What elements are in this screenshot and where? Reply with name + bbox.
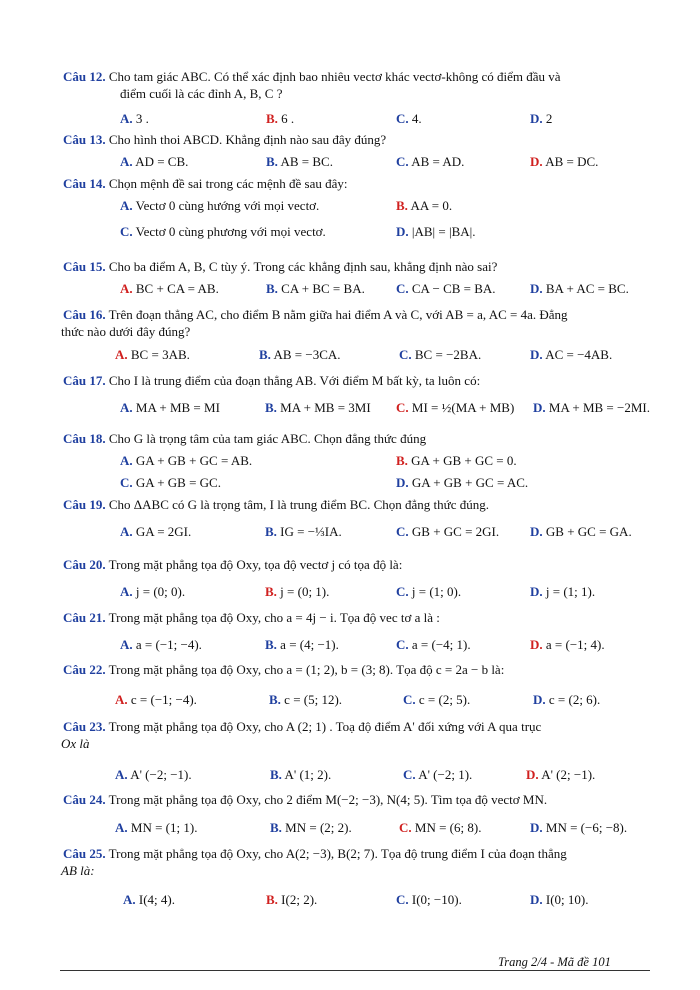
option-a[interactable]: A. j = (0; 0).: [120, 584, 186, 599]
question-text: Trong mặt phẳng tọa độ Oxy, cho a = 4j − i. Tọa độ vec tơ a là :: [108, 610, 440, 625]
option-b[interactable]: B. AB = −3CA.: [259, 347, 341, 362]
option-d[interactable]: D. j = (1; 1).: [530, 584, 596, 599]
question-number: Câu 16.: [63, 307, 106, 322]
question-text: Cho I là trung điểm của đoạn thẳng AB. Với điểm M bất kỳ, ta luôn có:: [108, 373, 481, 388]
question-text: Cho ΔABC có G là trọng tâm, I là trung điểm BC. Chọn đẳng thức đúng.: [108, 497, 489, 512]
option-c[interactable]: C. A' (−2; 1).: [403, 767, 473, 782]
question-22: [63, 661, 673, 707]
question-21: [63, 609, 673, 652]
option-a[interactable]: A. AD = CB.: [120, 154, 189, 169]
option-b[interactable]: B. MN = (2; 2).: [270, 820, 352, 835]
question-25: [61, 845, 673, 907]
option-b[interactable]: B. AB = BC.: [266, 154, 333, 169]
option-d[interactable]: D. AB = DC.: [530, 154, 599, 169]
option-b[interactable]: B. j = (0; 1).: [265, 584, 330, 599]
option-b[interactable]: B. MA + MB = 3MI: [265, 400, 371, 415]
option-d[interactable]: D. GB + GC = GA.: [530, 524, 632, 539]
question-19: [63, 496, 673, 539]
question-number: Câu 14.: [63, 176, 106, 191]
question-23: [61, 718, 673, 782]
question-text-cont: AB là:: [61, 863, 95, 878]
option-a[interactable]: A. MN = (1; 1).: [115, 820, 198, 835]
option-d[interactable]: D. c = (2; 6).: [533, 692, 601, 707]
option-a[interactable]: A. I(4; 4).: [123, 892, 175, 907]
option-d[interactable]: D. MA + MB = −2MI.: [533, 400, 650, 415]
option-c[interactable]: C. I(0; −10).: [396, 892, 462, 907]
question-text-cont: điểm cuối là các đỉnh A, B, C ?: [120, 86, 283, 101]
question-text: Cho G là trọng tâm của tam giác ABC. Chọn đẳng thức đúng: [108, 431, 427, 446]
question-text: Trong mặt phẳng tọa độ Oxy, tọa độ vectơ j có tọa độ là:: [108, 557, 403, 572]
question-text: Trong mặt phẳng tọa độ Oxy, cho A(2; −3), B(2; 7). Tọa độ trung điểm I của đoạn thẳng: [108, 846, 567, 861]
question-number: Câu 21.: [63, 610, 106, 625]
question-number: Câu 23.: [63, 719, 106, 734]
option-b[interactable]: B. IG = −⅓IA.: [265, 524, 342, 539]
option-b[interactable]: B. 6 .: [266, 111, 295, 126]
option-c[interactable]: C. a = (−4; 1).: [396, 637, 471, 652]
option-a[interactable]: A. A' (−2; −1).: [115, 767, 192, 782]
option-c[interactable]: C. AB = AD.: [396, 154, 465, 169]
option-c[interactable]: C. GB + GC = 2GI.: [396, 524, 500, 539]
option-d[interactable]: D. A' (2; −1).: [526, 767, 596, 782]
option-a[interactable]: A. Vectơ 0 cùng hướng với mọi vectơ.: [120, 198, 320, 213]
question-12: [63, 68, 673, 126]
question-text-cont: Ox là: [61, 736, 90, 751]
option-a[interactable]: A. c = (−1; −4).: [115, 692, 197, 707]
question-text: Trong mặt phẳng tọa độ Oxy, cho 2 điểm M(−2; −3), N(4; 5). Tìm tọa độ vectơ MN.: [108, 792, 548, 807]
option-d[interactable]: D. |AB| = |BA|.: [396, 224, 476, 239]
question-number: Câu 20.: [63, 557, 106, 572]
option-c[interactable]: C. MI = ½(MA + MB): [396, 400, 515, 415]
option-a[interactable]: A. GA + GB + GC = AB.: [120, 453, 253, 468]
question-number: Câu 19.: [63, 497, 106, 512]
question-number: Câu 24.: [63, 792, 106, 807]
question-number: Câu 12.: [63, 69, 106, 84]
option-d[interactable]: D. 2: [530, 111, 553, 126]
option-d[interactable]: D. MN = (−6; −8).: [530, 820, 628, 835]
option-b[interactable]: B. A' (1; 2).: [270, 767, 332, 782]
question-text: Cho hình thoi ABCD. Khẳng định nào sau đây đúng?: [108, 132, 387, 147]
option-c[interactable]: C. Vectơ 0 cùng phương với mọi vectơ.: [120, 224, 326, 239]
question-text: Cho ba điểm A, B, C tùy ý. Trong các khẳng định sau, khẳng định nào sai?: [108, 259, 498, 274]
question-number: Câu 18.: [63, 431, 106, 446]
question-text-cont: thức nào dưới đây đúng?: [61, 324, 191, 339]
option-d[interactable]: D. BA + AC = BC.: [530, 281, 629, 296]
question-14: [63, 175, 673, 239]
question-text: Chọn mệnh đề sai trong các mệnh đề sau đây:: [108, 176, 348, 191]
question-20: [63, 556, 673, 599]
question-number: Câu 17.: [63, 373, 106, 388]
question-number: Câu 15.: [63, 259, 106, 274]
question-15: [63, 258, 673, 296]
question-text: Trong mặt phẳng tọa độ Oxy, cho a = (1; 2), b = (3; 8). Tọa độ c = 2a − b là:: [108, 662, 505, 677]
question-number: Câu 13.: [63, 132, 106, 147]
question-text: Trong mặt phẳng tọa độ Oxy, cho A (2; 1) . Toạ độ điểm A' đối xứng với A qua trục: [108, 719, 542, 734]
option-a[interactable]: A. BC = 3AB.: [115, 347, 190, 362]
option-b[interactable]: B. a = (4; −1).: [265, 637, 339, 652]
question-17: [63, 372, 673, 415]
question-13: [63, 131, 673, 169]
question-24: [63, 791, 673, 835]
question-text: Trên đoạn thẳng AC, cho điểm B nằm giữa hai điểm A và C, với AB = a, AC = 4a. Đẳng: [108, 307, 568, 322]
option-c[interactable]: C. c = (2; 5).: [403, 692, 471, 707]
question-number: Câu 25.: [63, 846, 106, 861]
option-d[interactable]: D. I(0; 10).: [530, 892, 589, 907]
option-b[interactable]: B. AA = 0.: [396, 198, 453, 213]
option-c[interactable]: C. j = (1; 0).: [396, 584, 462, 599]
question-18: [63, 430, 673, 490]
option-b[interactable]: B. GA + GB + GC = 0.: [396, 453, 517, 468]
option-a[interactable]: A. MA + MB = MI: [120, 400, 220, 415]
option-b[interactable]: B. CA + BC = BA.: [266, 281, 365, 296]
footer-divider: [60, 970, 650, 971]
question-number: Câu 22.: [63, 662, 106, 677]
option-b[interactable]: B. c = (5; 12).: [269, 692, 343, 707]
option-c[interactable]: C. MN = (6; 8).: [399, 820, 482, 835]
option-a[interactable]: A. a = (−1; −4).: [120, 637, 202, 652]
option-c[interactable]: C. GA + GB = GC.: [120, 475, 221, 490]
question-16: [61, 306, 673, 362]
option-a[interactable]: A. BC + CA = AB.: [120, 281, 219, 296]
option-d[interactable]: D. AC = −4AB.: [530, 347, 613, 362]
option-a[interactable]: A. 3 .: [120, 111, 149, 126]
option-a[interactable]: A. GA = 2GI.: [120, 524, 192, 539]
option-d[interactable]: D. a = (−1; 4).: [530, 637, 605, 652]
option-d[interactable]: D. GA + GB + GC = AC.: [396, 475, 529, 490]
option-c[interactable]: C. 4.: [396, 111, 422, 126]
option-b[interactable]: B. I(2; 2).: [266, 892, 318, 907]
option-c[interactable]: C. BC = −2BA.: [399, 347, 482, 362]
question-text: Cho tam giác ABC. Có thể xác định bao nhiêu vectơ khác vectơ-không có điểm đầu và: [108, 69, 561, 84]
option-c[interactable]: C. CA − CB = BA.: [396, 281, 496, 296]
page-footer: Trang 2/4 - Mã đề 101: [498, 955, 611, 969]
